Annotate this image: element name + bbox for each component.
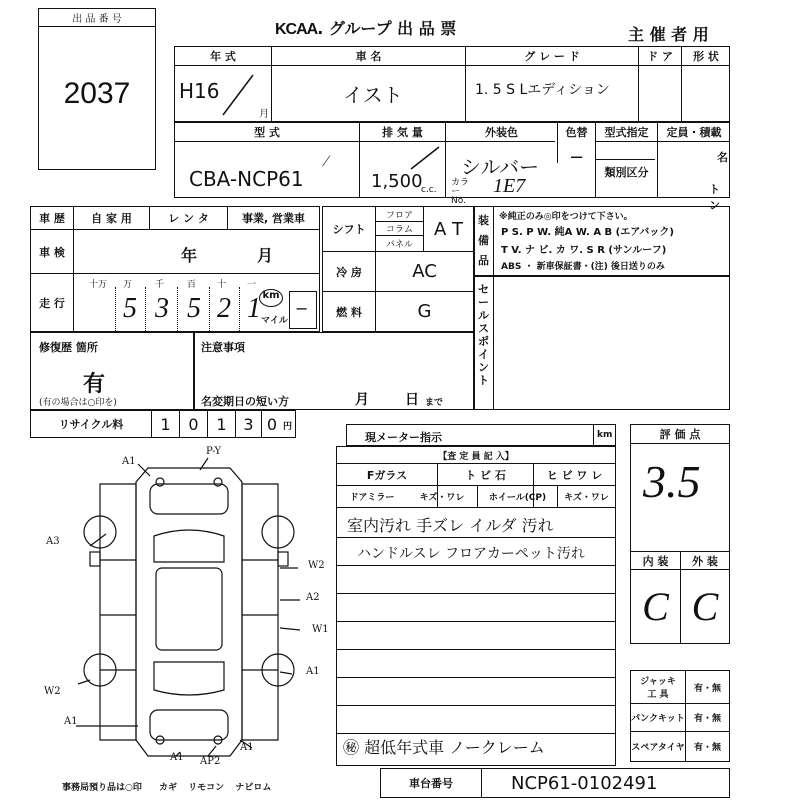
mileage-digit: 5 [187, 293, 201, 324]
name-change-month: 月 [355, 392, 369, 408]
model-value: CBA-NCP61 [189, 167, 304, 191]
remote-label: リモコン [188, 783, 225, 793]
mirror-label: ドアミラー [349, 493, 395, 503]
exterior-score: C [691, 583, 719, 629]
damage-mark: A1 [306, 666, 320, 677]
interior-label: 内 装 [642, 554, 669, 568]
copy-type: 主 催 者 用 [628, 25, 709, 44]
color-number-value: 1E7 [493, 175, 526, 197]
mileage-digit: 1 [247, 293, 261, 324]
wheel-value: キズ・ワレ [564, 493, 609, 503]
displacement-value: 1,500 [371, 171, 423, 192]
vin-block [380, 768, 730, 798]
meter-box [346, 424, 616, 446]
spare-label: スペアタイヤ [631, 743, 685, 753]
score-label: 評 価 点 [659, 428, 701, 441]
inspection-label: 車 検 [39, 245, 65, 259]
damage-mark: A1 [122, 456, 136, 467]
name-label: 車 名 [355, 50, 382, 63]
recycle-block [30, 410, 296, 438]
history-rental[interactable]: レ ン タ [168, 212, 209, 225]
name-change-until: まで [425, 398, 444, 408]
shift-value: A T [433, 218, 464, 240]
digit-label-10k: 万 [123, 280, 133, 290]
exterior-label: 外 装 [692, 554, 718, 568]
meter-label: 現メーター指示 [365, 431, 442, 444]
score-block [630, 424, 730, 644]
type-spec-label: 型式指定 [604, 126, 649, 139]
capacity-label: 定員・積載 [666, 126, 722, 139]
inspector-note-line3: ㊙ 超低年式車 ノークレーム [343, 738, 545, 757]
mileage-label: 走 行 [39, 296, 65, 310]
mileage-digit: 5 [123, 293, 137, 324]
equipment-line3: ABS ・ 新車保証書・(注) 後日送りのみ [501, 262, 665, 272]
mileage-digit: 2 [217, 293, 231, 324]
digit-label-1: 一 [247, 280, 257, 290]
vin-value: NCP61-0102491 [511, 773, 658, 794]
door-label: ド ア [647, 50, 673, 63]
form-title: グループ 出 品 票 [328, 19, 457, 38]
recycle-digit: 1 [160, 414, 171, 434]
office-note [62, 780, 271, 793]
crack: ヒ ビ ワ レ [546, 468, 603, 482]
shift-panel[interactable]: パネル [385, 239, 413, 250]
repair-value: 有 [83, 372, 106, 397]
puncture-label: パンクキット [631, 714, 685, 724]
f-glass: Fガラス [366, 468, 408, 482]
capacity-unit-persons: 名 [717, 151, 728, 164]
navi-label: ナビロム [235, 783, 272, 793]
caution-block [194, 332, 474, 410]
damage-mark: AP2 [200, 756, 221, 767]
damage-mark: P-Y [206, 446, 222, 457]
history-private[interactable]: 自 家 用 [91, 212, 132, 225]
damage-mark: W1 [312, 624, 329, 635]
inspector-label: 【査 定 員 記 入】 [438, 451, 514, 462]
inspector-note-line1: 室内汚れ 手ズレ イルダ 汚れ [347, 516, 554, 535]
equipment-block [474, 206, 730, 276]
recycle-label: リサイクル料 [58, 418, 124, 431]
capacity-unit-tons: トン [709, 183, 720, 212]
vehicle-name: イスト [343, 83, 403, 107]
keys-label: カギ [159, 783, 178, 793]
grade-value: 1. 5 S Lエディション [475, 82, 610, 98]
color-change-dash: − [569, 147, 585, 168]
mile-option[interactable]: マイル [261, 316, 288, 326]
recycle-digit: 0 [266, 414, 278, 434]
stone-chip: ト ビ 石 [465, 468, 506, 482]
damage-mark: A3 [46, 536, 60, 547]
shift-block [322, 206, 474, 332]
displacement-label: 排 気 量 [382, 126, 423, 139]
shape-label: 形 状 [693, 50, 719, 63]
equipment-label: 装 備 品 [478, 214, 489, 267]
ac-value: AC [412, 261, 437, 282]
fuel-value: G [417, 301, 432, 322]
tools-block [630, 670, 730, 762]
damage-mark: A1 [240, 742, 254, 753]
digit-label-100: 百 [187, 280, 197, 290]
year-label: 年 式 [210, 50, 236, 63]
brand-logo: KCAA [275, 21, 318, 38]
color-number-label: カラー No. [451, 178, 470, 206]
recycle-digit: 1 [216, 414, 227, 434]
damage-mark: W2 [44, 686, 61, 697]
lot-number-value: 2037 [63, 77, 131, 110]
recycle-unit: 円 [283, 422, 293, 432]
digit-label-10: 十 [217, 280, 227, 290]
lot-number-box [38, 8, 156, 170]
document-title: KCAA. グループ 出 品 票 [275, 19, 457, 38]
shift-label: シフト [332, 223, 366, 236]
digit-label-100k: 十万 [89, 280, 108, 290]
vin-label: 車台番号 [409, 777, 453, 790]
damage-mark: A2 [306, 592, 320, 603]
shift-column[interactable]: コラム [386, 224, 413, 235]
history-label: 車 歴 [39, 212, 65, 225]
ac-label: 冷 房 [336, 265, 362, 279]
jack-label: ジャッキ 工 具 [640, 677, 676, 700]
model-label: 型 式 [254, 126, 280, 139]
year-value: H16 [179, 79, 220, 103]
model-tick: ⁄ [325, 153, 328, 170]
lot-number-label: 出 品 番 号 [39, 9, 155, 27]
grade-label: グ レ ー ド [524, 50, 580, 63]
inspection-month: 月 [257, 246, 274, 265]
color-label: 外装色 [485, 126, 518, 139]
repair-label: 修復歴 箇所 [39, 341, 98, 354]
score-value: 3.5 [643, 456, 701, 507]
name-change-day: 日 [405, 392, 419, 408]
fuel-label: 燃 料 [336, 305, 362, 319]
inspector-block [336, 446, 616, 766]
repair-note: (有の場合は○印を) [39, 398, 117, 408]
equipment-line2: T V. ナ ビ. カ ワ. S R (サンルーフ) [501, 245, 667, 256]
classification-label: 類別区分 [604, 166, 649, 179]
digit-label-1k: 千 [155, 280, 165, 290]
repair-block [30, 332, 194, 410]
shift-floor[interactable]: フロア [385, 210, 413, 221]
sales-point-block [474, 276, 730, 410]
recycle-digit: 3 [243, 414, 254, 434]
damage-mark: A1 [170, 752, 184, 763]
meter-unit: km [597, 430, 613, 440]
equipment-note: ※純正のみ◎印をつけて下さい。 [499, 212, 633, 222]
damage-mark: W2 [308, 560, 325, 571]
mirror-value: キズ・ワレ [419, 493, 465, 503]
color-value: シルバー [461, 155, 540, 179]
caution-label: 注意事項 [201, 341, 245, 354]
km-option[interactable]: km [259, 289, 283, 307]
year-slash [217, 73, 257, 118]
vehicle-row2 [174, 122, 730, 212]
inspector-note-line2: ハンドルスレ フロアカーペット汚れ [357, 546, 585, 562]
recycle-digit: 0 [188, 414, 199, 434]
puncture-options: 有・無 [693, 714, 721, 724]
color-change-label: 色替 [565, 126, 588, 139]
wheel-label: ホイール(CP) [488, 493, 547, 503]
sales-point-label: セールスポイント [478, 283, 489, 387]
name-change-label: 名変期日の短い方 [201, 395, 289, 408]
displacement-slash [407, 145, 443, 173]
mileage-digit: 3 [155, 293, 169, 324]
inspection-year: 年 [181, 246, 198, 265]
history-business[interactable]: 事業, 営業車 [241, 212, 305, 225]
spare-options: 有・無 [693, 743, 721, 753]
equipment-line1: P S. P W. 純A W. A B (エアバック) [501, 227, 674, 238]
jack-options: 有・無 [693, 683, 721, 694]
vehicle-row1 [174, 46, 730, 122]
damage-mark: A1 [64, 716, 78, 727]
office-note-label: 事務局預り品は○印 [62, 783, 142, 793]
displacement-unit: c.c. [421, 185, 437, 195]
history-block: 車 歴 自 家 用 レ ン タ 事業, 営業車 車 検 年 月 走 行 十万 万 千 百 十 一 5 3 5 2 1 km マイル − [30, 206, 320, 332]
interior-score: C [642, 583, 669, 629]
month-unit: 月 [259, 109, 269, 120]
